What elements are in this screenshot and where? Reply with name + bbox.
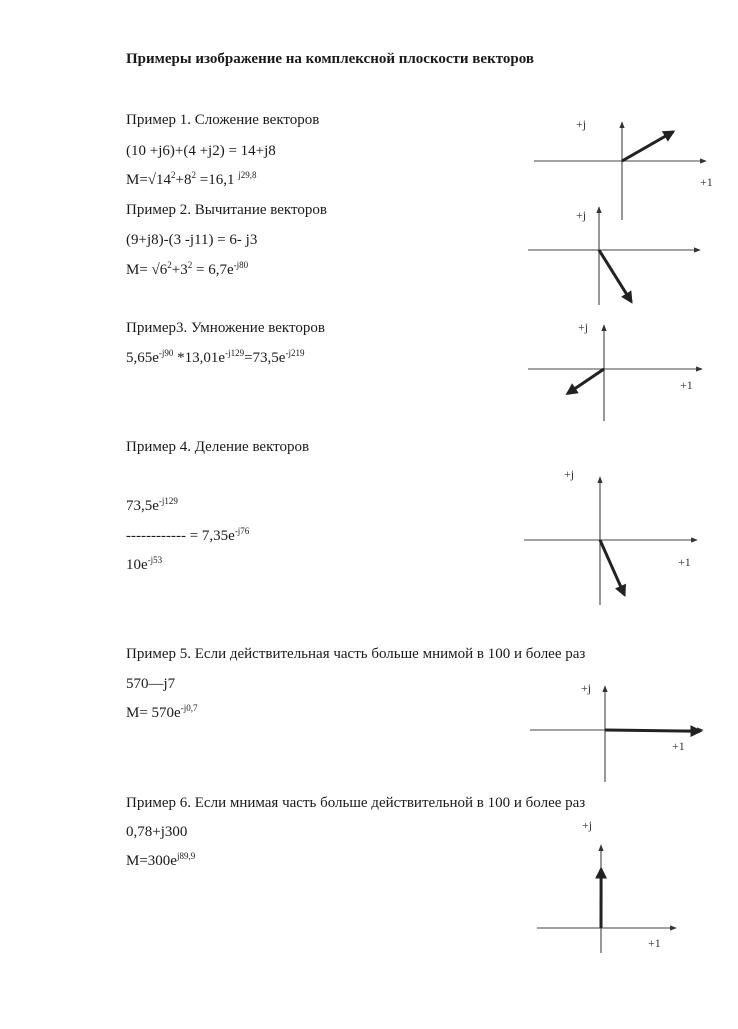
example-2-equation: (9+j8)-(3 -j11) = 6- j3 [126, 232, 258, 248]
example-3-equation: $5,65e^{-j90}$ $*13,01e^{-j129}=73,5e^{-j219}$ [126, 348, 305, 366]
example-4-fraction-result: ------------ = $7,35e^{-j76}$ [126, 526, 250, 544]
example-5-equation: 570—j7 [126, 676, 176, 692]
example-1-heading: Пример 1. Сложение векторов [126, 112, 320, 128]
complex-plane-6 [537, 818, 676, 953]
real-axis-label: +1 [648, 936, 661, 950]
example-2-heading: Пример 2. Вычитание векторов [126, 202, 327, 218]
example-2-modulus: $M= √6^2+3^2 = 6,7e^{-j80}$ [126, 260, 249, 278]
example-4-heading: Пример 4. Деление векторов [126, 439, 310, 455]
example-6-equation: 0,78+j300 [126, 824, 188, 840]
vector-arrow [568, 369, 605, 394]
example-6-heading: Пример 6. Если мнимая часть больше действительной в 100 и более раз [126, 795, 586, 811]
example-1-equation: (10 +j6)+(4 +j2) = 14+j8 [126, 143, 276, 159]
vector-arrow [600, 540, 624, 595]
imaginary-axis-label: +j [564, 467, 575, 481]
real-axis-label: +1 [700, 175, 713, 189]
example-4-denominator: $10e^{-j53}$ [126, 555, 163, 573]
complex-plane-3 [528, 320, 702, 421]
imaginary-axis-label: +j [578, 320, 589, 334]
complex-plane-5 [530, 681, 703, 782]
imaginary-axis-label: +j [576, 208, 587, 222]
example-5-heading: Пример 5. Если действительная часть больше мнимой в 100 и более раз [126, 646, 586, 662]
example-3-heading: Пример3. Умножение векторов [126, 320, 325, 336]
page-title: Примеры изображение на комплексной плоскости векторов [126, 51, 534, 67]
real-axis-label: +1 [672, 739, 685, 753]
real-axis-label: +1 [678, 555, 691, 569]
vector-arrow [605, 730, 700, 731]
vector-arrow [622, 132, 673, 161]
imaginary-axis-label: +j [581, 681, 592, 695]
example-5-modulus: $M= 570e^{-j0,7}$ [126, 703, 198, 721]
example-1-modulus: $M=√14^2+8^2 =16,1$ $^{j29,8}$ [126, 170, 257, 188]
complex-plane-4 [524, 467, 697, 605]
vector-arrow [599, 250, 631, 302]
example-6-modulus: $M=300e^{j89,9}$ [126, 851, 196, 869]
imaginary-axis-label: +j [576, 117, 587, 131]
complex-plane-1 [534, 117, 713, 220]
example-4-numerator: $73,5e^{-j129}$ [126, 496, 178, 514]
imaginary-axis-label: +j [582, 818, 593, 832]
complex-plane-2 [528, 207, 700, 305]
real-axis-label: +1 [680, 378, 693, 392]
